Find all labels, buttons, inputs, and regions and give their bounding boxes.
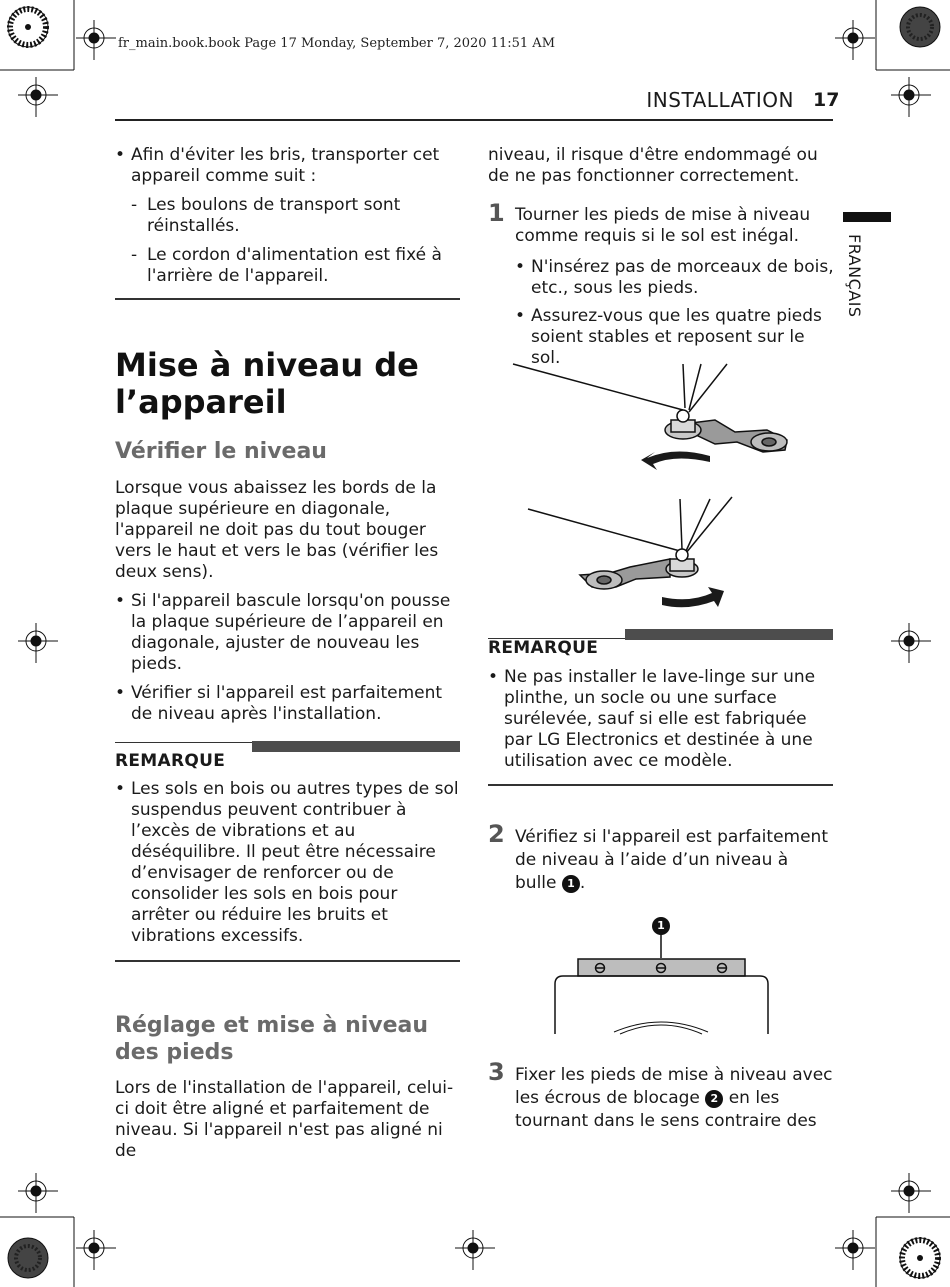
step1-text: Tourner les pieds de mise à niveau comme requis si le sol est inégal. [515,205,811,246]
step1-bullet-text: N'insérez pas de morceaux de bois, etc., sous les pieds. [531,257,834,298]
remark-bottom-rule [115,960,460,962]
transport-sub-item [131,195,457,237]
crosshair-icon [891,1173,931,1213]
crosshair-icon [18,1173,58,1213]
subheading-feet: Réglage et mise à niveau des pieds [115,1013,429,1065]
remark-bullet [115,779,461,947]
dash-marker: - [131,195,138,215]
step2-text-end: . [579,873,586,893]
remark-bullet-text: Les sols en bois ou autres types de sol suspendus peuvent contribuer à l’excès de vibrations et au déséquilibre. Il peut être nécessaire d’envisager de renforcer ou de consolider les sols en bois pour arrêter ou réduire les bruits et vibrations excessifs. [131,779,459,946]
step3-text [515,1064,833,1133]
transport-sub-text: Le cordon d'alimentation est fixé à l'arrière de l'appareil. [147,245,442,286]
step-number: 2 [488,820,505,848]
step-number: 1 [488,199,505,227]
bullet-dot: • [115,683,126,703]
step3-text-b: en les tournant dans le sens contraire des [515,1088,817,1131]
section-divider [115,298,460,300]
callout-marker: 1 [652,917,670,935]
starburst-mark-icon [7,1237,49,1279]
transport-bullet [115,145,461,187]
callout-marker: 1 [562,875,580,893]
continuation-paragraph: niveau, il risque d'être endommagé ou de ne pas fonctionner correctement. [488,145,818,186]
bullet-dot: • [115,145,126,165]
bullet-dot: • [515,257,526,277]
remark-bar [252,741,460,752]
crosshair-icon [76,20,116,60]
step1-bullet [515,257,836,299]
print-slug-line: fr_main.book.book Page 17 Monday, September 7, 2020 11:51 AM [118,36,556,51]
dash-marker: - [131,245,138,265]
subheading-check-level: Vérifier le niveau [115,439,327,464]
remark-bottom-rule [488,784,833,786]
page-number: 17 [813,89,840,111]
starburst-mark-icon [899,6,941,48]
transport-bullet-text: Afin d'éviter les bris, transporter cet appareil comme suit : [131,145,440,186]
remark-bullet [488,667,834,772]
language-tab-label: FRANÇAIS [845,234,864,318]
wrench-adjust-illustration-bottom [520,495,800,610]
wrench-adjust-illustration-top [505,360,805,475]
starburst-mark-icon [7,6,49,48]
crosshair-icon [18,77,58,117]
bullet-dot: • [115,591,126,611]
step3-text-a: Fixer les pieds de mise à niveau avec les écrous de blocage [515,1065,833,1108]
step1-bullet-text: Assurez-vous que les quatre pieds soient stables et reposent sur le sol. [531,306,822,368]
bullet-dot: • [115,779,126,799]
step-number: 3 [488,1058,505,1086]
remark-bar [625,629,833,640]
crosshair-icon [76,1230,116,1270]
header-rule [115,119,833,121]
crosshair-icon [835,1230,875,1270]
transport-sub-text: Les boulons de transport sont réinstallés. [147,195,401,236]
check-bullet [115,591,461,675]
language-tab-bar [843,212,891,222]
remark-bullet-text: Ne pas installer le lave-linge sur une plinthe, un socle ou une surface surélevée, sauf si elle est fabriquée par LG Electronics et destinée à une utilisation avec ce modèle. [504,667,816,771]
remark-title: REMARQUE [115,751,226,771]
feet-paragraph: Lors de l'installation de l'appareil, celui-ci doit être aligné et parfaitement de niveau. Si l'appareil n'est pas aligné ni de [115,1078,454,1161]
bullet-dot: • [488,667,499,687]
step2-text [515,826,833,895]
check-bullet-text: Si l'appareil bascule lorsqu'on pousse la plaque supérieure de l’appareil en diagonale, ajuster de nouveau les pieds. [131,591,451,674]
section-title: INSTALLATION [646,88,794,112]
crosshair-icon [891,623,931,663]
transport-sub-item [131,245,457,287]
crosshair-icon [455,1230,495,1270]
crosshair-icon [891,77,931,117]
bullet-dot: • [515,306,526,326]
check-bullet-text: Vérifier si l'appareil est parfaitement de niveau après l'installation. [131,683,443,724]
callout-marker: 2 [705,1090,723,1108]
check-bullet [115,683,461,725]
starburst-mark-icon [899,1237,941,1279]
check-paragraph: Lorsque vous abaissez les bords de la plaque supérieure en diagonale, l'appareil ne doit pas du tout bouger vers le haut et vers le bas (vérifier les deux sens). [115,478,439,582]
step2-text-main: Vérifiez si l'appareil est parfaitement de niveau à l’aide d’un niveau à bulle [515,827,828,893]
main-heading: Mise à niveau de l’appareil [115,346,419,421]
crosshair-icon [18,623,58,663]
crosshair-icon [835,20,875,60]
remark-title: REMARQUE [488,638,599,658]
